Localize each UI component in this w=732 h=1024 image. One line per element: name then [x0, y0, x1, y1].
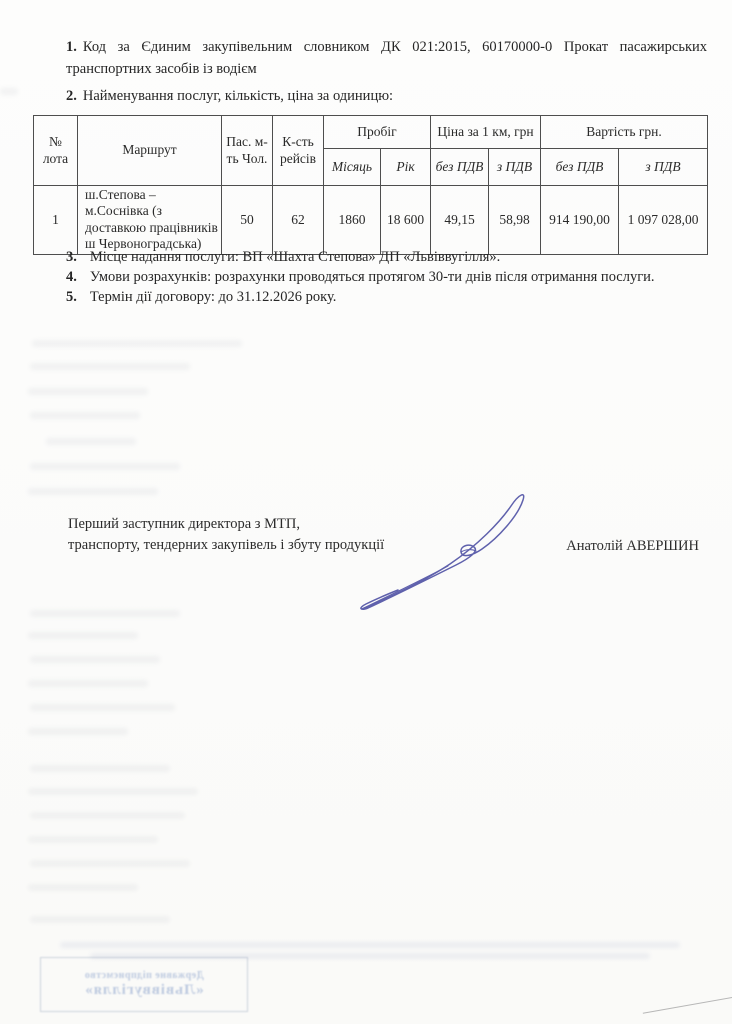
- terms-item-4: [66, 268, 707, 287]
- bleedthrough-smudge: [30, 610, 180, 617]
- header-price-per-km: Ціна за 1 км, грн: [431, 116, 541, 149]
- bleedthrough-smudge: [60, 942, 680, 948]
- bleedthrough-smudge: [28, 632, 138, 639]
- cell-price-no-vat: 49,15: [431, 186, 489, 255]
- header-passenger-capacity: Пас. м-ть Чол.: [222, 116, 273, 186]
- terms-item-5: [66, 288, 707, 307]
- item-text: Термін дії договору: до 31.12.2026 року.: [89, 289, 337, 306]
- bleedthrough-smudge: [30, 765, 170, 772]
- bleedthrough-smudge: [30, 656, 160, 663]
- bleedthrough-smudge: [30, 860, 190, 867]
- bleedthrough-smudge: [46, 438, 136, 445]
- lots-table-wrapper: [33, 115, 707, 255]
- scan-corner-line: [643, 993, 732, 1013]
- bleedthrough-smudge: [30, 812, 185, 819]
- signatory-title: [68, 514, 384, 556]
- cell-route: ш.Степова – м.Соснівка (з доставкою працівників ш Червоноградська): [78, 186, 222, 255]
- bleedthrough-smudge: [30, 916, 170, 923]
- bleedthrough-smudge: [32, 340, 242, 347]
- cell-price-with-vat: 58,98: [489, 186, 541, 255]
- header-trip-count: К-сть рейсів: [273, 116, 324, 186]
- subheader-month: Місяць: [324, 149, 381, 186]
- header-cost: Вартість грн.: [541, 116, 708, 149]
- item-text: Найменування послуг, кількість, ціна за одиницю:: [82, 87, 394, 104]
- intro-section: [36, 36, 707, 111]
- bleedthrough-smudge: [90, 953, 650, 959]
- signatory-name: Анатолій АВЕРШИН: [566, 538, 699, 555]
- subheader-price-no-vat: без ПДВ: [431, 149, 489, 186]
- table-row: [34, 186, 708, 255]
- bleedthrough-smudge: [0, 88, 18, 95]
- intro-item-1: [66, 36, 707, 81]
- stamp-ghost-line2: «Львіввугілля»: [84, 982, 204, 998]
- cell-cost-with-vat: 1 097 028,00: [619, 186, 708, 255]
- lots-table: [33, 115, 708, 255]
- signatory-title-line1: Перший заступник директора з МТП,: [68, 516, 300, 532]
- cell-trips: 62: [273, 186, 324, 255]
- subheader-cost-no-vat: без ПДВ: [541, 149, 619, 186]
- bleedthrough-smudge: [28, 388, 148, 395]
- bleedthrough-smudge: [28, 788, 198, 795]
- subheader-cost-with-vat: з ПДВ: [619, 149, 708, 186]
- terms-item-3: [66, 248, 707, 267]
- subheader-price-with-vat: з ПДВ: [489, 149, 541, 186]
- bleedthrough-smudge: [30, 463, 180, 470]
- bleedthrough-smudge: [30, 704, 175, 711]
- signatory-title-line2: транспорту, тендерних закупівель і збуту продукції: [68, 537, 385, 554]
- intro-item-2: [66, 85, 707, 107]
- item-text: Умови розрахунків: розрахунки проводяться протягом 30-ти днів після отримання послуги.: [89, 269, 655, 286]
- bleedthrough-smudge: [30, 363, 190, 370]
- subheader-year: Рік: [381, 149, 431, 186]
- cell-mileage-year: 18 600: [381, 186, 431, 255]
- stamp-ghost-box: [40, 957, 248, 1012]
- item-number: 3.: [66, 249, 77, 265]
- item-number: 1.: [66, 39, 77, 55]
- bleedthrough-smudge: [30, 412, 140, 419]
- item-number: 4.: [66, 269, 77, 286]
- item-text: Місце надання послуги: ВП «Шахта Степова» ДП «Львіввугілля».: [89, 249, 501, 265]
- bleedthrough-smudge: [28, 728, 128, 735]
- bleedthrough-smudge: [28, 488, 158, 495]
- signature-block: [68, 514, 707, 556]
- cell-cost-no-vat: 914 190,00: [541, 186, 619, 255]
- header-mileage: Пробіг: [324, 116, 431, 149]
- cell-lot-number: 1: [34, 186, 78, 255]
- cell-mileage-month: 1860: [324, 186, 381, 255]
- item-number: 5.: [66, 289, 77, 306]
- stamp-ghost-line1: Державне підприємство: [84, 970, 204, 981]
- bleedthrough-smudge: [28, 680, 148, 687]
- item-text: Код за Єдиним закупівельним словником ДК 021:2015, 60170000-0 Прокат пасажирських транспортних засобів із водієм: [66, 39, 707, 78]
- header-route: Маршрут: [78, 116, 222, 186]
- cell-capacity: 50: [222, 186, 273, 255]
- bleedthrough-smudge: [28, 836, 158, 843]
- header-lot-number: № лота: [34, 116, 78, 186]
- bleedthrough-smudge: [28, 884, 138, 891]
- terms-section: [36, 248, 707, 308]
- item-number: 2.: [66, 87, 77, 104]
